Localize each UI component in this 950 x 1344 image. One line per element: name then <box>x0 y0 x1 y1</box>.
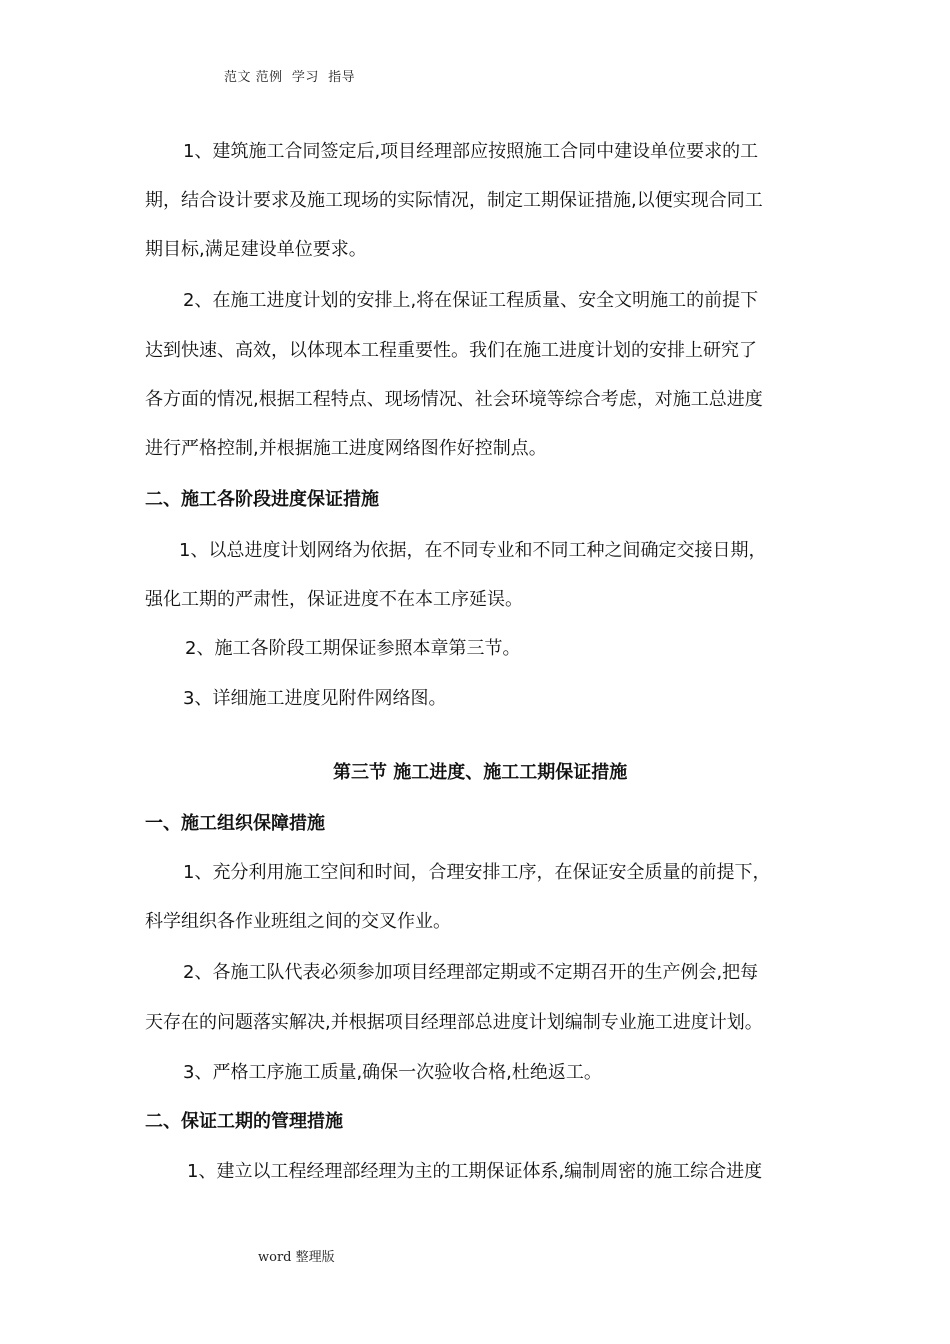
paragraph-line: 1、建筑施工合同签定后,项目经理部应按照施工合同中建设单位要求的工 <box>183 141 759 162</box>
page-footer: word 整理版 <box>258 1250 335 1265</box>
paragraph-line: 期，结合设计要求及施工现场的实际情况，制定工期保证措施,以便实现合同工 <box>145 190 763 211</box>
paragraph-line: 期目标,满足建设单位要求。 <box>145 239 367 260</box>
paragraph-line: 达到快速、高效，以体现本工程重要性。我们在施工进度计划的安排上研究了 <box>145 340 757 361</box>
paragraph-line: 3、严格工序施工质量,确保一次验收合格,杜绝返工。 <box>183 1062 602 1083</box>
section-heading: 二、施工各阶段进度保证措施 <box>145 489 379 510</box>
paragraph-line: 强化工期的严肃性，保证进度不在本工序延误。 <box>145 589 523 610</box>
paragraph-line: 2、在施工进度计划的安排上,将在保证工程质量、安全文明施工的前提下 <box>183 290 759 311</box>
section-heading: 二、保证工期的管理措施 <box>145 1111 343 1132</box>
paragraph-line: 1、以总进度计划网络为依据，在不同专业和不同工种之间确定交接日期， <box>179 540 767 561</box>
chapter-section-title: 第三节 施工进度、施工工期保证措施 <box>333 762 628 783</box>
paragraph-line: 2、施工各阶段工期保证参照本章第三节。 <box>185 638 521 659</box>
paragraph-line: 1、充分利用施工空间和时间，合理安排工序，在保证安全质量的前提下， <box>183 862 771 883</box>
paragraph-line: 天存在的问题落实解决,并根据项目经理部总进度计划编制专业施工进度计划。 <box>145 1012 763 1033</box>
paragraph-line: 3、详细施工进度见附件网络图。 <box>183 688 447 709</box>
paragraph-line: 各方面的情况,根据工程特点、现场情况、社会环境等综合考虑，对施工总进度 <box>145 389 763 410</box>
paragraph-line: 1、建立以工程经理部经理为主的工期保证体系,编制周密的施工综合进度 <box>187 1161 763 1182</box>
paragraph-line: 科学组织各作业班组之间的交叉作业。 <box>145 911 451 932</box>
paragraph-line: 2、各施工队代表必须参加项目经理部定期或不定期召开的生产例会,把每 <box>183 962 759 983</box>
paragraph-line: 进行严格控制,并根据施工进度网络图作好控制点。 <box>145 438 547 459</box>
page-header: 范文 范例 学习 指导 <box>224 70 356 85</box>
section-heading: 一、施工组织保障措施 <box>145 813 325 834</box>
